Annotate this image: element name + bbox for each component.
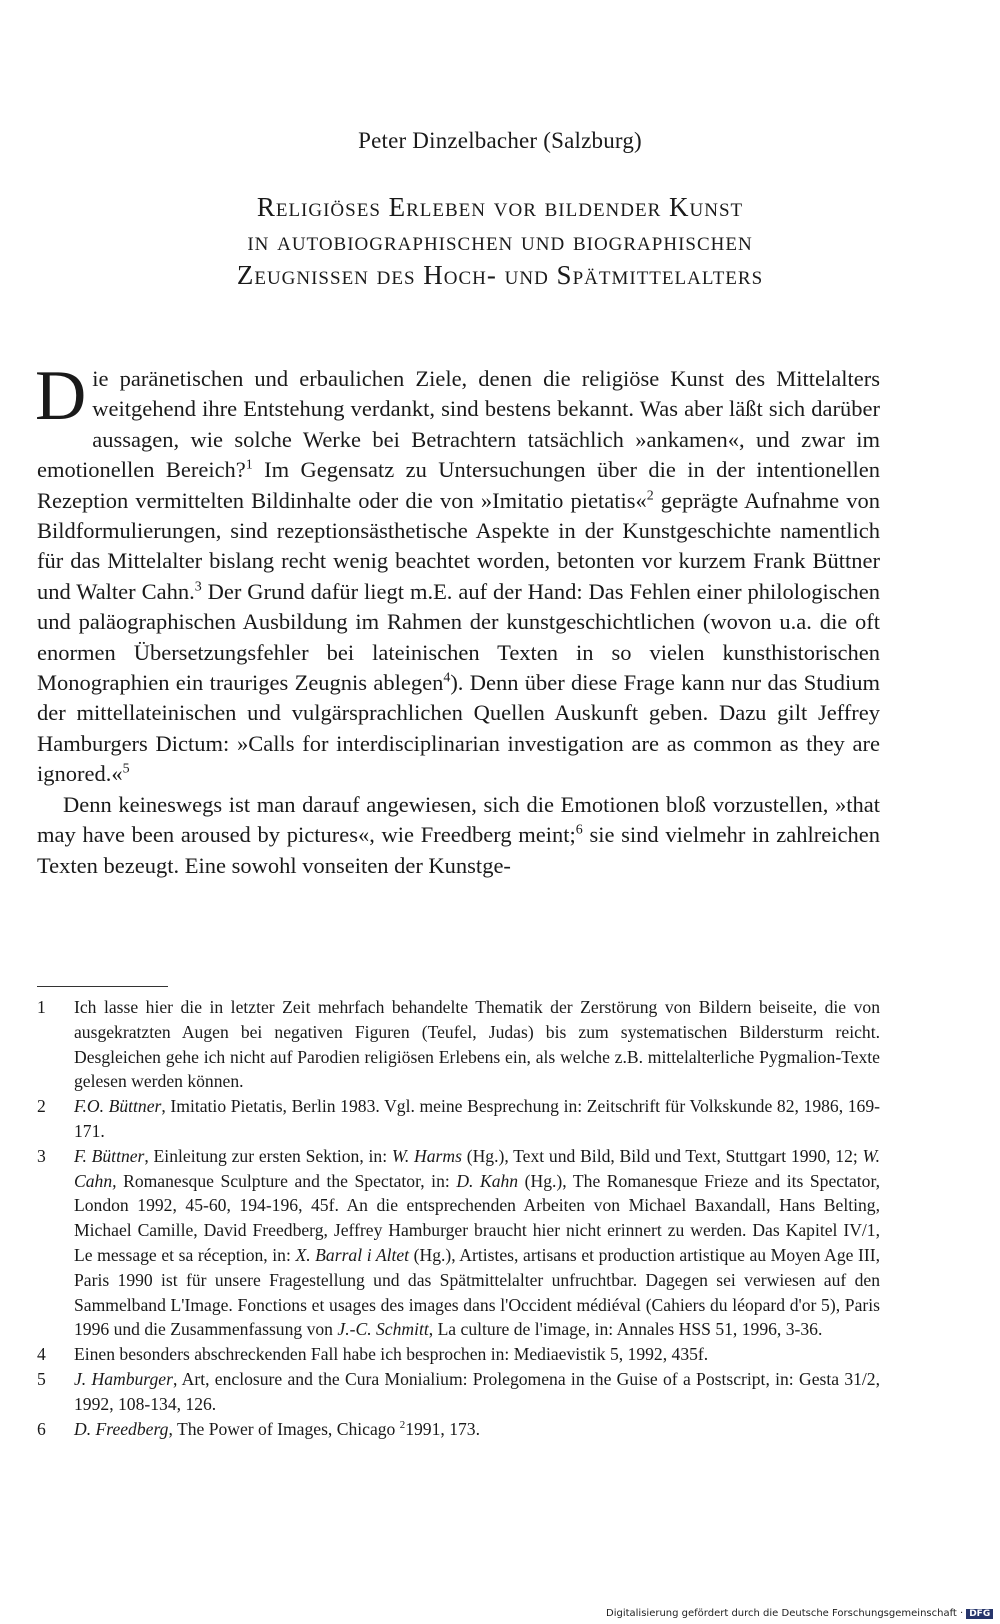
paragraph-text: Denn keineswegs ist man darauf angewiesen, sich die Emotionen bloß vorzustellen, »that may have been aroused by pictures«, wie Freedberg meint; xyxy=(37,791,880,848)
footnotes xyxy=(37,995,880,1441)
footnote-separator xyxy=(37,986,168,987)
footnote-text: (Hg.), Artistes, artisans et production artistique au Moyen Age III, Paris 1990 ist für unsere Fragestellung und das Spätmittelalter unfruchtbar. Dagegen sei verwiesen auf den Sammelband L'Image. Fonctions et usages des images dans l'Occident médiéval (Cahiers du léopard d'or 5), Paris 1996 und die Zusammenfassung von xyxy=(74,1244,881,1340)
paragraph-text: ie paränetischen und erbaulichen Ziele, denen die religiöse Kunst des Mittelalters weitgehend ihre Entstehung verdankt, sind bestens bekannt. Was aber läßt sich darüber aussagen, wie solche Werke bei Betrachtern tatsächlich »ankamen«, und zwar im emotionellen Bereich? xyxy=(37,366,880,483)
title-line-3: Zeugnissen des Hoch- und Spätmittelalters xyxy=(236,260,764,290)
author-name: D. Freedberg xyxy=(74,1418,169,1439)
digitization-footer xyxy=(606,1608,993,1619)
author-name: X. Barral i Altet xyxy=(295,1244,410,1265)
author-name: J. Hamburger xyxy=(74,1368,173,1389)
footnote-ref[interactable]: 2 xyxy=(646,488,654,504)
paragraph-1 xyxy=(35,357,880,790)
footnote-text: (Hg.), The Romanesque Frieze and its Spectator, London 1992, 45-60, 194-196, 45f. An die entsprechenden Arbeiten von Michael Baxandall, Hans Belting, Michael Camille, David Freedberg, Jeffrey Hamburger braucht hier nicht erinnert zu werden. Das Kapitel IV/1, Le message et sa réception, in: xyxy=(74,1170,880,1265)
footnote-text: 2 xyxy=(399,1418,406,1431)
footer-text: Digitalisierung gefördert durch die Deutsche Forschungsgemeinschaft · xyxy=(606,1608,964,1619)
article-title xyxy=(0,190,1000,292)
footnote-text: , The Power of Images, Chicago xyxy=(168,1418,400,1439)
author-name: F.O. Büttner xyxy=(74,1096,162,1117)
footnote-3 xyxy=(37,1144,880,1342)
footnote-text: 1991, 173. xyxy=(405,1418,480,1439)
author-line: Peter Dinzelbacher (Salzburg) xyxy=(358,128,642,153)
footnote-4 xyxy=(37,1342,880,1367)
author-name: F. Büttner xyxy=(74,1145,145,1166)
paragraph-text: Im Gegensatz zu Untersuchungen über die in der intentionellen Rezeption vermittelten Bildinhalte oder die von »Imitatio pietatis« xyxy=(37,457,880,513)
title-line-1: Religiöses Erleben vor bildender Kunst xyxy=(256,192,744,222)
footnote-text: , La culture de l'image, in: Annales HSS 51, 1996, 3-36. xyxy=(428,1319,823,1340)
footnote-ref[interactable]: 1 xyxy=(245,457,253,473)
dfg-logo: DFG xyxy=(966,1609,993,1619)
footnote-text: , Einleitung zur ersten Sektion, in: xyxy=(144,1145,392,1166)
drop-cap: D xyxy=(35,357,87,435)
footnote-text: Romanesque Sculpture and the Spectator, in: xyxy=(116,1170,457,1191)
footnote-ref[interactable]: 3 xyxy=(194,579,202,595)
title-line-2: in autobiographischen und biographischen xyxy=(247,226,753,256)
footnote-number: 1 xyxy=(37,997,46,1017)
footnote-ref[interactable]: 4 xyxy=(443,670,451,686)
footnote-number: 5 xyxy=(37,1368,46,1389)
author-name: J.-C. Schmitt xyxy=(337,1319,429,1340)
footnote-ref[interactable]: 5 xyxy=(122,761,130,777)
main-text xyxy=(35,357,880,881)
footnote-text: Einen besonders abschreckenden Fall habe ich besprochen in: Mediaevistik 5, 1992, 435f. xyxy=(74,1344,709,1365)
footnote-number: 6 xyxy=(37,1418,46,1439)
footnote-text: , Imitatio Pietatis, Berlin 1983. Vgl. meine Besprechung in: Zeitschrift für Volkskunde 82, 1986, 169-171. xyxy=(74,1096,881,1141)
footnote-text: Ich lasse hier die in letzter Zeit mehrfach behandelte Thematik der Zerstörung von Bildern beiseite, die von ausgekratzten Augen bei negativen Figuren (Teufel, Judas) bis zum systematischen Bildersturm reicht. Desgleichen gehe ich nicht auf Parodien religiösen Erlebens ein, als welche z.B. mittelalterliche Pygmalion-Texte gelesen werden können. xyxy=(74,997,880,1092)
paragraph-text: geprägte Aufnahme von Bildformulierungen, sind rezeptionsästhetische Aspekte in der Kunstgeschichte namentlich für das Mittelalter bislang recht wenig beachtet worden, betonten vor kurzem Frank Büttner und Walter Cahn. xyxy=(37,487,880,604)
footnote-ref[interactable]: 6 xyxy=(575,822,583,838)
footnote-5 xyxy=(37,1367,880,1417)
footnote-text: (Hg.), Text und Bild, Bild und Text, Stuttgart 1990, 12; xyxy=(461,1145,863,1166)
author-name: D. Kahn xyxy=(456,1170,519,1191)
footnote-number: 4 xyxy=(37,1344,46,1365)
paragraph-text: ). Denn über diese Frage kann nur das Studium der mittellateinischen und vulgärsprachlichen Quellen Auskunft geben. Dazu gilt Jeffrey Hamburgers Dictum: »Calls for interdisciplinarian investigation are as common as they are ignored.« xyxy=(37,670,880,787)
author-name: W. Harms xyxy=(391,1145,462,1166)
footnote-6 xyxy=(37,1417,880,1442)
author-name: W. Cahn, xyxy=(74,1145,880,1191)
footnote-1 xyxy=(37,995,880,1094)
paragraph-text: Der Grund dafür liegt m.E. auf der Hand: Das Fehlen einer philologischen und paläographischen Ausbildung im Rahmen der kunstgeschichtlichen (wovon u.a. die oft enormen Übersetzungsfehler bei lateinischen Texten in so vielen kunsthistorischen Monographien ein trauriges Zeugnis ablegen xyxy=(37,578,880,696)
paragraph-2 xyxy=(37,790,880,881)
footnote-2 xyxy=(37,1094,880,1144)
footnote-text: , Art, enclosure and the Cura Monialium: Prolegomena in the Guise of a Postscript, in: Gesta 31/2, 1992, 108-134, 126. xyxy=(74,1368,881,1414)
footnote-number: 3 xyxy=(37,1145,46,1166)
footnote-number: 2 xyxy=(37,1096,46,1117)
paragraph-text: sie sind vielmehr in zahlreichen Texten bezeugt. Eine sowohl vonseiten der Kunstge- xyxy=(37,822,880,878)
